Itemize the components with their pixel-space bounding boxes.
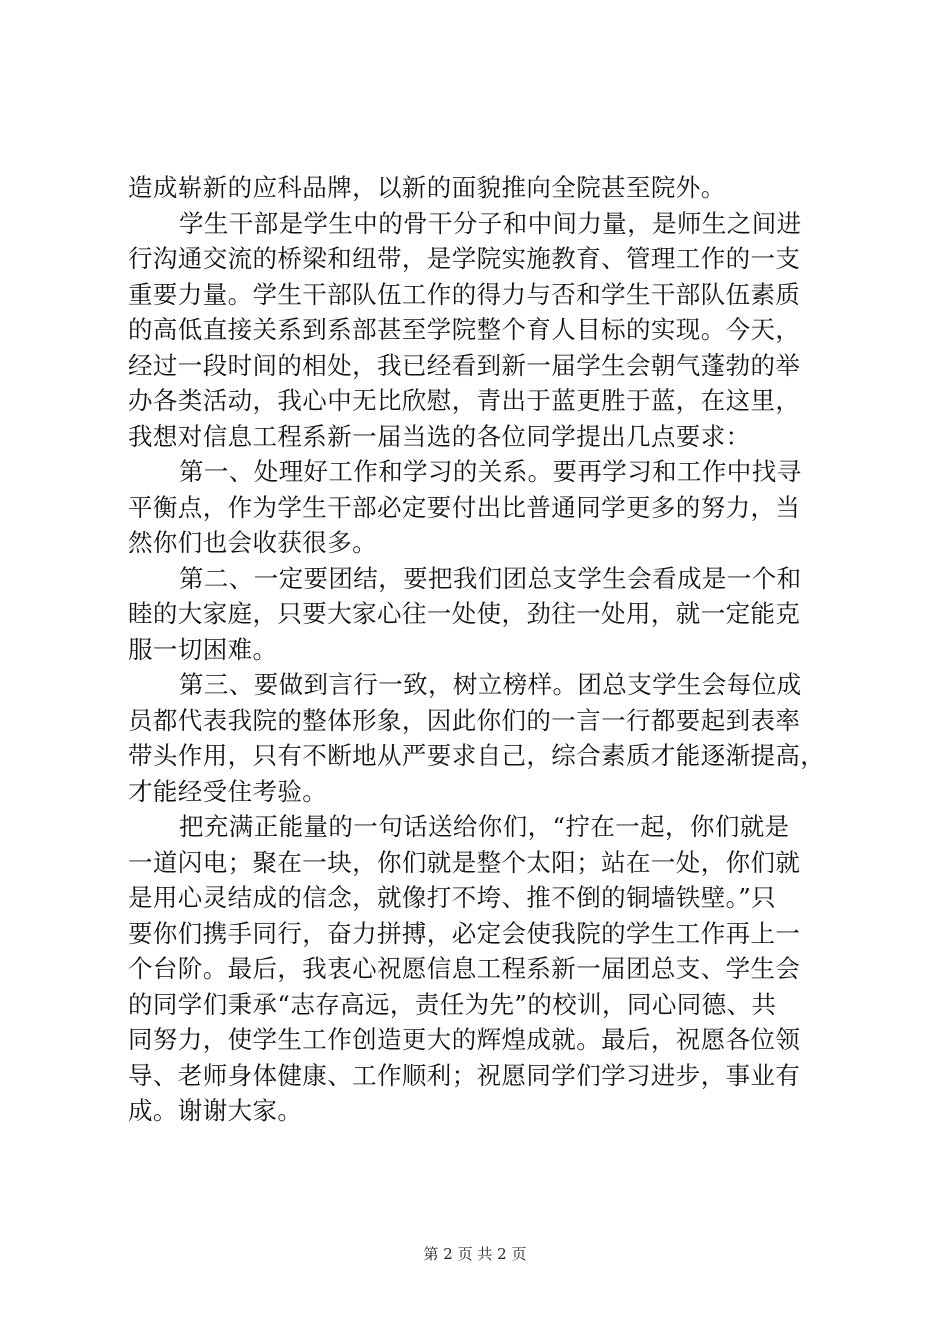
page-footer: 第 2 页 共 2 页	[423, 1245, 527, 1263]
text-line: 办各类活动，我心中无比欣慰，青出于蓝更胜于蓝，在这里，	[128, 386, 801, 415]
text-line: 行沟通交流的桥梁和纽带，是学院实施教育、管理工作的一支	[128, 244, 801, 273]
text-line: 学生干部是学生中的骨干分子和中间力量，是师生之间进	[179, 208, 802, 238]
text-line: 造成崭新的应科品牌，以新的面貌推向全院甚至院外。	[128, 173, 726, 202]
text-line: 个台阶。最后，我衷心祝愿信息工程系新一届团总支、学生会	[128, 954, 801, 983]
text-line: 第一、处理好工作和学习的关系。要再学习和工作中找寻	[179, 457, 802, 486]
text-line: 服一切困难。	[128, 634, 278, 664]
text-line: 员都代表我院的整体形象，因此你们的一言一行都要起到表率	[128, 705, 801, 735]
text-line: 第三、要做到言行一致，树立榜样。团总支学生会每位成	[179, 670, 802, 699]
text-line: 同努力，使学生工作创造更大的辉煌成就。最后，祝愿各位领	[128, 1025, 801, 1054]
text-line: 是用心灵结成的信念，就像打不垮、推不倒的铜墙铁壁。”只	[128, 883, 777, 912]
text-line: 把充满正能量的一句话送给你们，“拧在一起，你们就是	[179, 812, 790, 841]
text-line: 然你们也会收获很多。	[128, 528, 377, 557]
text-line: 第二、一定要团结，要把我们团总支学生会看成是一个和	[179, 563, 802, 593]
text-line: 的高低直接关系到系部甚至学院整个育人目标的实现。今天，	[128, 315, 801, 344]
document-body	[128, 170, 840, 1129]
text-line: 睦的大家庭，只要大家心往一处使，劲往一处用，就一定能克	[128, 599, 801, 628]
text-line: 导、老师身体健康、工作顺利；祝愿同学们学习进步，事业有	[128, 1060, 801, 1090]
text-line: 一道闪电；聚在一块，你们就是整个太阳；站在一处，你们就	[128, 847, 801, 877]
text-line: 才能经受住考验。	[128, 776, 328, 806]
text-line: 要你们携手同行，奋力拼搏，必定会使我院的学生工作再上一	[128, 918, 801, 948]
text-line: 经过一段时间的相处，我已经看到新一届学生会朝气蓬勃的举	[128, 350, 801, 380]
text-line: 成。谢谢大家。	[128, 1096, 303, 1125]
text-line: 重要力量。学生干部队伍工作的得力与否和学生干部队伍素质	[128, 279, 801, 309]
text-line: 的同学们秉承“志存高远，责任为先”的校训，同心同德、共	[128, 989, 777, 1019]
text-line: 我想对信息工程系新一届当选的各位同学提出几点要求：	[128, 421, 751, 451]
text-line: 带头作用，只有不断地从严要求自己，综合素质才能逐渐提高，	[128, 741, 826, 770]
text-line: 平衡点，作为学生干部必定要付出比普通同学更多的努力，当	[128, 492, 801, 522]
